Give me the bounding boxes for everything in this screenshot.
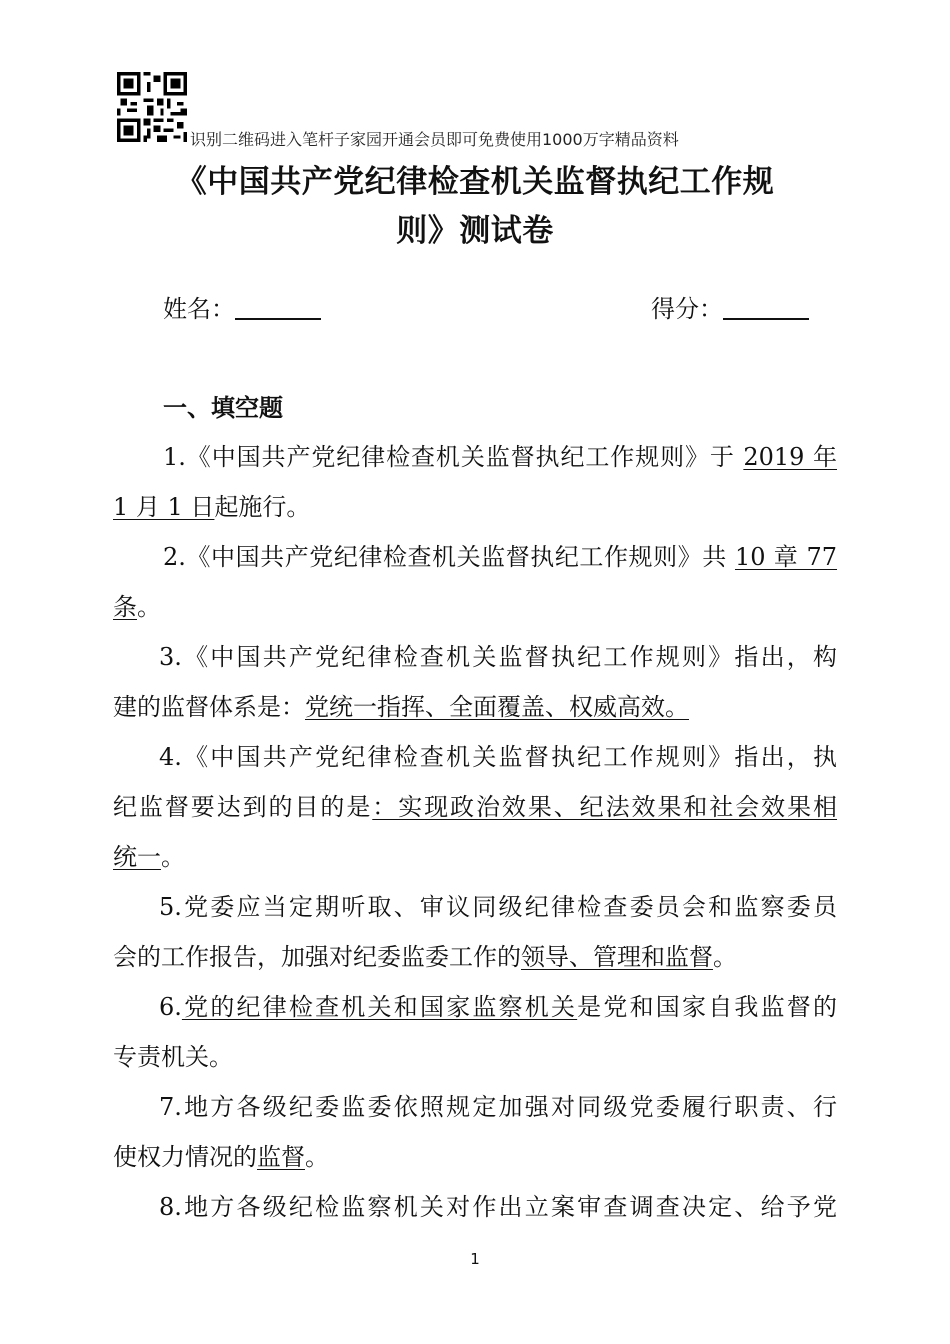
name-field [163,292,321,325]
question-1 [113,432,837,532]
question-8-text: 8.地方各级纪检监察机关对作出立案审查调查决定、给予党 [159,1193,837,1221]
question-4-text-end: 。 [161,843,185,871]
question-3-text: 3.《中国共产党纪律检查机关监督执纪工作规则》指出，构 [159,643,837,671]
question-1-answer: 2019 年 [743,443,837,471]
question-6-answer: 党的纪律检查机关和国家监察机关 [181,993,578,1021]
question-2-text: 2.《中国共产党纪律检查机关监督执纪工作规则》共 [163,543,735,571]
question-1-text-cont: 起施行。 [214,493,311,521]
question-7 [113,1082,837,1182]
question-4-answer-cont: 统一 [113,843,161,871]
question-7-text-cont: 使权力情况的 [113,1143,257,1171]
question-4-text-cont: 纪监督要达到的目的是 [113,793,373,821]
question-6-text-cont: 专责机关。 [113,1043,233,1071]
section-heading-fill-in: 一、填空题 [163,394,283,422]
question-5 [113,882,837,982]
score-field [651,292,809,325]
document-title [113,158,837,256]
question-7-answer: 监督 [257,1143,305,1171]
name-label: 姓名： [163,295,235,323]
question-2-text-cont: 。 [137,593,161,621]
question-6 [113,982,837,1082]
question-2 [113,532,837,632]
score-blank[interactable] [723,292,809,320]
score-label: 得分： [651,295,723,323]
question-7-text: 7.地方各级纪委监委依照规定加强对同级党委履行职责、行 [159,1093,837,1121]
question-7-text-end: 。 [305,1143,329,1171]
question-5-text-end: 。 [713,943,737,971]
question-4 [113,732,837,882]
question-3-text-cont: 建的监督体系是： [113,693,305,721]
question-5-text-cont: 会的工作报告，加强对纪委监委工作的 [113,943,521,971]
question-6-number: 6. [159,993,182,1021]
question-4-text: 4.《中国共产党纪律检查机关监督执纪工作规则》指出，执 [159,743,837,771]
question-3 [113,632,837,732]
name-blank[interactable] [235,292,321,320]
question-1-answer-cont: 1 月 1 日 [113,493,215,521]
question-6-text: 是党和国家自我监督的 [577,993,838,1021]
question-5-answer: 领导、管理和监督 [521,943,713,971]
question-1-text: 1.《中国共产党纪律检查机关监督执纪工作规则》于 [163,443,744,471]
question-3-answer: 党统一指挥、全面覆盖、权威高效。 [305,693,689,721]
question-4-answer: ：实现政治效果、纪法效果和社会效果相 [372,793,838,821]
page-number: 1 [470,1250,480,1268]
qr-code-image [117,72,187,142]
question-8 [113,1182,837,1232]
question-2-answer: 10 章 77 [734,543,838,571]
promo-banner-text: 识别二维码进入笔杆子家园开通会员即可免费使用1000万字精品资料 [190,130,679,149]
title-line-2: 则》测试卷 [396,213,554,249]
question-2-answer-cont: 条 [113,593,137,621]
question-5-text: 5.党委应当定期听取、审议同级纪律检查委员会和监察委员 [159,893,837,921]
title-line-1: 《中国共产党纪律检查机关监督执纪工作规 [175,164,775,200]
